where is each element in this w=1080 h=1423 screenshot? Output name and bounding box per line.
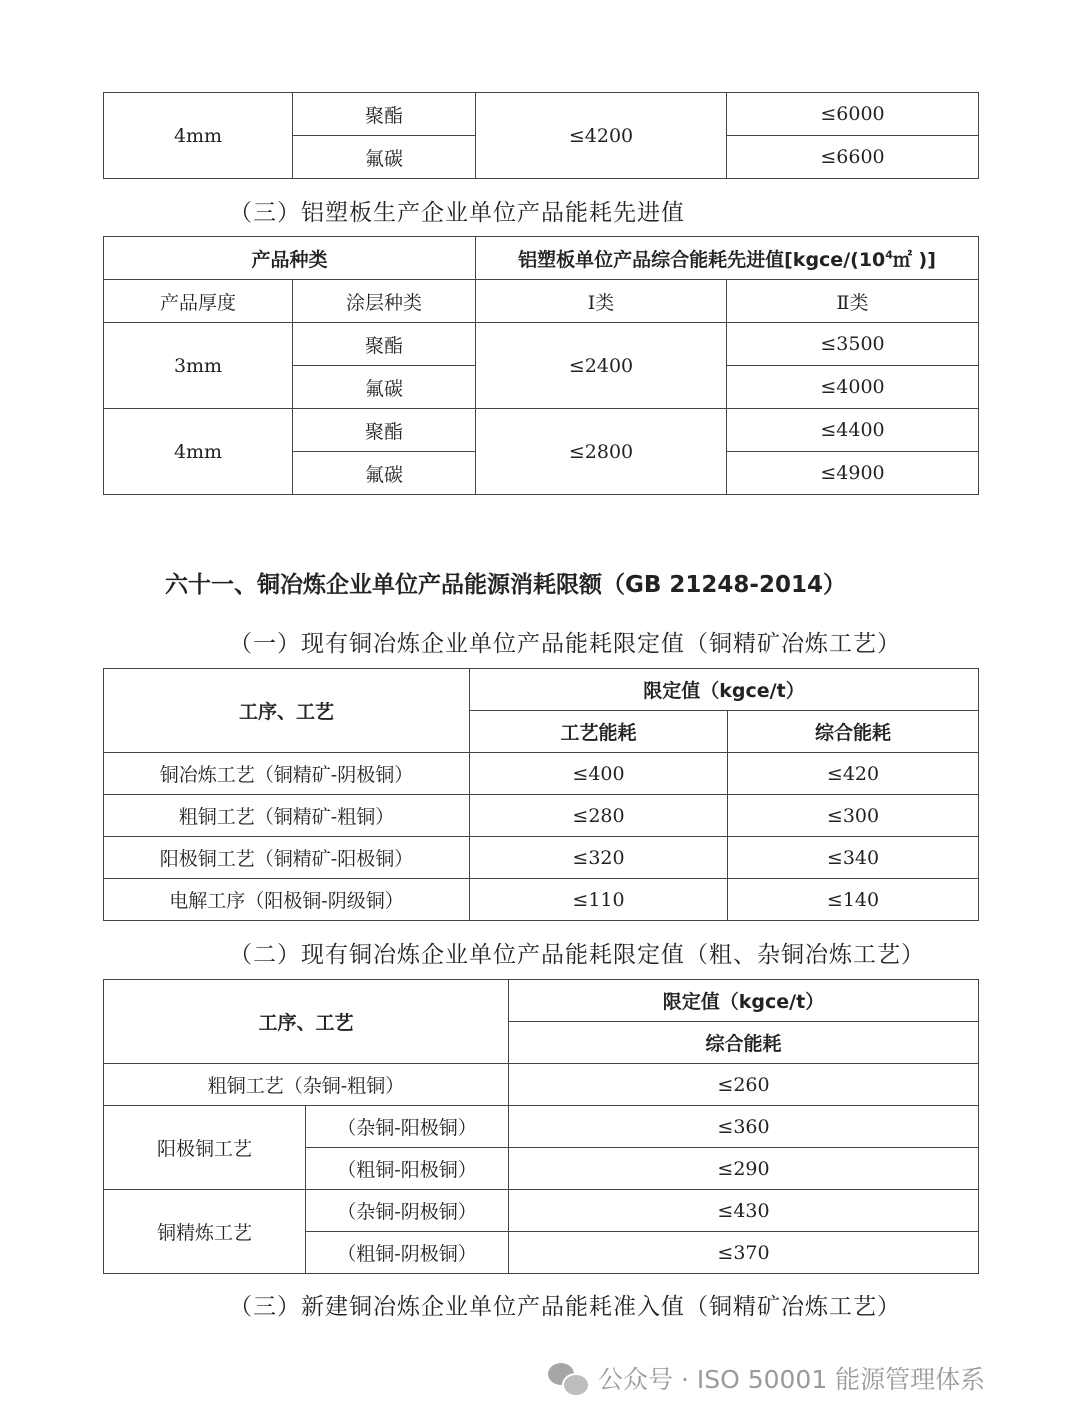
- cell-coating: 聚酯: [293, 409, 476, 452]
- header-limit: 限定值（kgce/t）: [509, 980, 979, 1022]
- watermark: [548, 1360, 985, 1396]
- wechat-icon: [548, 1361, 588, 1395]
- cell-total: ≤260: [509, 1064, 979, 1106]
- header-total-consumption: 综合能耗: [728, 711, 979, 753]
- cell-coating: 聚酯: [293, 323, 476, 366]
- cell-tech: ≤320: [470, 837, 728, 879]
- cell-process-name: 阳极铜工艺（铜精矿-阳极铜）: [104, 837, 470, 879]
- header-product-type: 产品种类: [104, 237, 476, 280]
- cell-coating: 氟碳: [293, 136, 476, 179]
- cell-class2: ≤6600: [727, 136, 979, 179]
- cell-class1: ≤2400: [476, 323, 727, 409]
- cell-total: ≤370: [509, 1232, 979, 1274]
- header-process: 工序、工艺: [104, 980, 509, 1064]
- cell-coating: 氟碳: [293, 366, 476, 409]
- cell-class2: ≤6000: [727, 93, 979, 136]
- table-copper-concentrate: [103, 668, 979, 921]
- header-limit: 限定值（kgce/t）: [470, 669, 979, 711]
- header-total-consumption: 综合能耗: [509, 1022, 979, 1064]
- cell-subprocess: （粗铜-阳极铜）: [306, 1148, 509, 1190]
- header-coating: 涂层种类: [293, 280, 476, 323]
- cell-coating: 聚酯: [293, 93, 476, 136]
- header-tech-consumption: 工艺能耗: [470, 711, 728, 753]
- section3-caption: （三）铝塑板生产企业单位产品能耗先进值: [229, 200, 685, 226]
- cell-subprocess: （杂铜-阴极铜）: [306, 1190, 509, 1232]
- cell-class1: ≤4200: [476, 93, 727, 179]
- cell-thickness: 4mm: [104, 93, 293, 179]
- header-process: 工序、工艺: [104, 669, 470, 753]
- cell-process-name: 铜冶炼工艺（铜精矿-阴极铜）: [104, 753, 470, 795]
- header-text: 铝塑板单位产品综合能耗先进值[kgce/(10: [518, 248, 886, 271]
- cell-process-name: 电解工序（阳极铜-阴级铜）: [104, 879, 470, 921]
- cell-total: ≤290: [509, 1148, 979, 1190]
- cell-process-name: 粗铜工艺（杂铜-粗铜）: [104, 1064, 509, 1106]
- table-scrap-copper: [103, 979, 979, 1274]
- cell-total: ≤360: [509, 1106, 979, 1148]
- cell-total: ≤420: [728, 753, 979, 795]
- sub3-caption: （三）新建铜冶炼企业单位产品能耗准入值（铜精矿冶炼工艺）: [229, 1294, 901, 1320]
- cell-total: ≤140: [728, 879, 979, 921]
- table-prev-continuation: [103, 92, 979, 179]
- header-text: ㎡ )]: [892, 248, 936, 271]
- header-thickness: 产品厚度: [104, 280, 293, 323]
- table-advanced-values: [103, 236, 979, 495]
- cell-coating: 氟碳: [293, 452, 476, 495]
- cell-class1: ≤2800: [476, 409, 727, 495]
- cell-thickness: 4mm: [104, 409, 293, 495]
- sub1-caption: （一）现有铜冶炼企业单位产品能耗限定值（铜精矿冶炼工艺）: [229, 631, 901, 657]
- cell-process-name: 粗铜工艺（铜精矿-粗铜）: [104, 795, 470, 837]
- header-advanced-value: [476, 237, 979, 280]
- cell-thickness: 3mm: [104, 323, 293, 409]
- cell-subprocess: （粗铜-阴极铜）: [306, 1232, 509, 1274]
- header-class2: Ⅱ类: [727, 280, 979, 323]
- watermark-text: 公众号 · ISO 50001 能源管理体系: [598, 1365, 986, 1394]
- cell-tech: ≤400: [470, 753, 728, 795]
- cell-class2: ≤4000: [727, 366, 979, 409]
- cell-tech: ≤110: [470, 879, 728, 921]
- cell-tech: ≤280: [470, 795, 728, 837]
- sub2-caption: （二）现有铜冶炼企业单位产品能耗限定值（粗、杂铜冶炼工艺）: [229, 942, 925, 968]
- header-superscript: 4: [885, 248, 893, 262]
- cell-class2: ≤4900: [727, 452, 979, 495]
- cell-class2: ≤3500: [727, 323, 979, 366]
- cell-group-refining: 铜精炼工艺: [104, 1190, 306, 1274]
- header-class1: Ⅰ类: [476, 280, 727, 323]
- cell-total: ≤340: [728, 837, 979, 879]
- cell-group-anode: 阳极铜工艺: [104, 1106, 306, 1190]
- cell-total: ≤300: [728, 795, 979, 837]
- section-heading-61: 六十一、铜冶炼企业单位产品能源消耗限额（GB 21248-2014）: [165, 572, 846, 598]
- cell-subprocess: （杂铜-阳极铜）: [306, 1106, 509, 1148]
- cell-class2: ≤4400: [727, 409, 979, 452]
- cell-total: ≤430: [509, 1190, 979, 1232]
